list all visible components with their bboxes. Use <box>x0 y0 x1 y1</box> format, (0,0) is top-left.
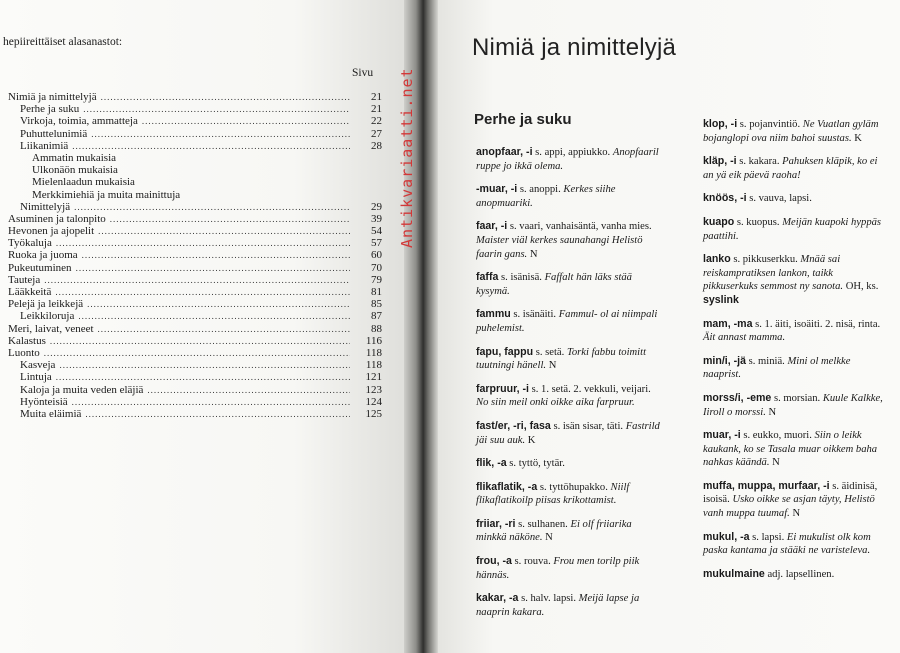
entry-example: Usko oikke se asjan täyty, Helistö vanh muppa tuumaf. <box>703 494 875 520</box>
entry-headword: fammu <box>476 308 511 321</box>
dictionary-entry <box>703 253 889 307</box>
toc-leader-dots <box>50 335 350 347</box>
toc-page-number: 81 <box>371 286 382 298</box>
toc-page-number: 85 <box>371 298 382 311</box>
entry-definition: s. kakara. <box>736 156 783 168</box>
dictionary-entry <box>703 568 889 582</box>
dictionary-entry <box>703 531 889 558</box>
toc-leader-dots <box>85 408 350 420</box>
toc-label: Hyönteisiä <box>20 395 68 408</box>
toc-label: Meri, laivat, veneet <box>8 322 94 335</box>
toc-row <box>8 396 382 408</box>
toc-row <box>8 201 382 213</box>
entry-example: Mnää sai reiskampratiksen lankon, taikk pikkuserkuks semmost ny sanota. <box>703 254 844 293</box>
toc-label: Pelejä ja leikkejä <box>8 298 84 311</box>
entry-definition: s. isän sisar, täti. <box>550 420 626 432</box>
entry-headword: fast/er, -ri, fasa <box>476 419 551 432</box>
watermark-text: Antikvariaatti.net <box>398 67 416 248</box>
entry-headword: friiar, -ri <box>476 517 516 530</box>
toc-page-column-label: Sivu <box>352 67 374 79</box>
entry-definition: s. lapsi. <box>749 531 787 543</box>
entry-example: Frou men torilp piik hännäs. <box>476 556 640 581</box>
dictionary-entry <box>703 155 889 182</box>
toc-page-number: 39 <box>371 212 382 225</box>
toc-label: Ulkonäön mukaisia <box>32 164 118 177</box>
entry-headword: farpruur, -i <box>476 382 529 395</box>
toc-leader-dots <box>110 213 350 225</box>
dictionary-entry <box>703 216 889 243</box>
entry-source: N <box>789 508 801 520</box>
table-of-contents <box>8 91 382 420</box>
toc-page-number: 121 <box>365 371 382 384</box>
toc-row <box>8 286 382 298</box>
toc-leader-dots <box>76 262 350 274</box>
dictionary-column-left <box>476 146 664 629</box>
toc-label: Pukeutuminen <box>8 261 72 274</box>
entry-headword: anopfaar, -i <box>476 146 533 158</box>
toc-label: Nimiä ja nimittelyjä <box>8 91 97 103</box>
toc-leader-dots <box>55 286 350 298</box>
entry-headword: kläp, -i <box>703 155 737 168</box>
toc-page-number: 88 <box>371 322 382 335</box>
dictionary-entry <box>476 420 664 447</box>
toc-leader-dots <box>44 347 350 359</box>
toc-label: Virkoja, toimia, ammatteja <box>20 115 138 128</box>
entry-example: No siin meil onki oikke aika farpruur. <box>476 397 635 409</box>
page-title: Nimiä ja nimittelyjä <box>472 34 677 61</box>
dictionary-entry <box>476 555 664 582</box>
dictionary-entry <box>476 346 664 373</box>
entry-example: Torki fabbu toimitt tuutningi hänell. <box>476 346 647 372</box>
entry-definition: s. 1. setä. 2. vekkuli, veijari. <box>528 383 651 395</box>
toc-row <box>8 359 382 371</box>
entry-source: N <box>527 248 538 260</box>
entry-example: Ei mukulist olk kom paska kantama ja stääki ne varisteleva. <box>703 531 871 557</box>
toc-leader-dots <box>74 201 350 213</box>
entry-headword: muar, -i <box>703 429 741 442</box>
entry-definition: s. vauva, lapsi. <box>746 193 812 205</box>
toc-label: Leikkiloruja <box>20 310 75 323</box>
entry-definition: s. miniä. <box>745 355 788 367</box>
toc-label: Liikanimiä <box>20 139 69 152</box>
toc-row <box>8 384 382 396</box>
entry-headword: mam, -ma <box>703 317 753 330</box>
entry-definition: s. halv. lapsi. <box>518 593 579 605</box>
entry-definition: s. isänisä. <box>498 272 545 284</box>
toc-row <box>8 371 382 383</box>
toc-row <box>8 225 382 237</box>
toc-header: hepiireittäiset alasanastot: <box>3 36 123 48</box>
entry-definition: s. setä. <box>533 346 567 358</box>
entry-headword: faffa <box>476 271 499 284</box>
entry-headword: lanko <box>703 253 731 266</box>
dictionary-entry <box>703 392 889 419</box>
entry-definition: s. 1. äiti, isoäiti. 2. nisä, rinta. <box>752 318 881 330</box>
entry-source: N <box>769 457 780 469</box>
toc-page-number: 124 <box>365 395 382 408</box>
entry-definition: s. tyttö, tytär. <box>506 458 565 470</box>
toc-page-number: 118 <box>365 346 382 359</box>
entry-example: Faffalt hän läks stää kysymä. <box>476 272 632 297</box>
toc-label: Asuminen ja talonpito <box>8 212 106 225</box>
toc-row <box>8 237 382 249</box>
toc-row <box>8 176 382 188</box>
toc-label: Muita eläimiä <box>20 407 82 420</box>
dictionary-entry <box>703 118 889 145</box>
left-page <box>0 0 420 653</box>
entry-headword: flik, -a <box>476 457 507 470</box>
entry-example: Meijä lapse ja naaprin kakara. <box>476 593 640 618</box>
entry-source: N <box>765 406 777 418</box>
entry-source: N <box>546 360 557 372</box>
toc-page-number: 57 <box>371 237 382 250</box>
dictionary-entry <box>703 355 889 382</box>
toc-label: Kasveja <box>20 359 56 372</box>
entry-example: Maister viäl kerkes saunahangi Helistö faarin gans. <box>476 234 643 260</box>
entry-headword: muffa, muppa, murfaar, -i <box>703 479 830 492</box>
toc-row <box>8 408 382 420</box>
toc-leader-dots <box>101 91 350 103</box>
toc-page-number: 54 <box>371 225 382 238</box>
toc-page-number: 29 <box>371 200 382 213</box>
entry-headword: knöös, -i <box>703 192 747 205</box>
toc-page-number: 118 <box>365 359 382 372</box>
entry-headword: kakar, -a <box>476 592 519 605</box>
dictionary-entry <box>476 383 664 410</box>
toc-row <box>8 347 382 359</box>
entry-headword: kuapo <box>703 215 735 228</box>
entry-definition: s. vaari, vanhaisäntä, vanha mies. <box>507 221 652 233</box>
entry-headword: -muar, -i <box>476 183 518 196</box>
entry-headword: morss/i, -eme <box>703 391 772 404</box>
section-heading: Perhe ja suku <box>474 111 572 128</box>
entry-example: Kerkes siihe anopmuariki. <box>476 184 616 209</box>
entry-example: Fammul- ol ai niimpali puhelemist. <box>476 309 658 334</box>
toc-leader-dots <box>44 274 350 286</box>
toc-page-number: 123 <box>365 383 382 396</box>
toc-row <box>8 128 382 140</box>
toc-page-number: 70 <box>371 261 382 274</box>
entry-example: Niilf flikaflatikoilp piisas krikottamist. <box>476 481 630 507</box>
dictionary-entry <box>476 592 664 619</box>
toc-page-number: 125 <box>365 407 382 420</box>
entry-definition: s. tyttöhupakko. <box>537 481 611 493</box>
toc-leader-dots <box>72 396 350 408</box>
dictionary-entry <box>476 457 664 471</box>
entry-headword: frou, -a <box>476 555 512 568</box>
toc-label: Lääkkeitä <box>8 286 52 298</box>
entry-definition: s. eukko, muori. <box>740 430 815 442</box>
toc-label: Kalastus <box>8 334 46 347</box>
entry-source: K <box>525 434 536 446</box>
dictionary-entry <box>476 518 664 545</box>
toc-label: Ammatin mukaisia <box>32 151 117 164</box>
dictionary-entry <box>476 271 664 298</box>
dictionary-entry <box>476 220 664 261</box>
toc-label: Nimittelyjä <box>20 200 71 213</box>
toc-row <box>8 323 382 335</box>
toc-row <box>8 262 382 274</box>
toc-leader-dots <box>98 323 350 335</box>
entry-example: Pahuksen kläpik, ko ei an yä eik päevä raoha! <box>703 156 878 181</box>
dictionary-entry <box>476 308 664 335</box>
toc-leader-dots <box>78 310 350 322</box>
entry-definition: s. rouva. <box>511 556 554 568</box>
dictionary-entry <box>476 481 664 508</box>
toc-leader-dots <box>83 103 350 115</box>
toc-page-number: 22 <box>371 115 382 128</box>
toc-row <box>8 164 382 176</box>
toc-label: Perhe ja suku <box>20 103 80 116</box>
toc-label: Työkaluja <box>8 237 52 250</box>
entry-headword: faar, -i <box>476 220 508 233</box>
toc-label: Ruoka ja juoma <box>8 249 78 262</box>
toc-leader-dots <box>91 128 350 140</box>
toc-row <box>8 310 382 322</box>
entry-headword: fapu, fappu <box>476 345 534 358</box>
toc-page-number: 21 <box>371 103 382 116</box>
entry-example: Ei olf friiarika minkkä näköne. <box>476 518 632 544</box>
entry-definition: s. kuopus. <box>734 216 783 228</box>
toc-leader-dots <box>142 115 350 127</box>
entry-headword: klop, -i <box>703 118 738 130</box>
entry-definition: s. morsian. <box>771 392 823 404</box>
toc-label: Tauteja <box>8 273 41 286</box>
entry-headword: flikaflatik, -a <box>476 480 538 493</box>
toc-row <box>8 91 382 103</box>
entry-definition: s. pikkuserkku. <box>730 254 801 266</box>
entry-example: Anopfaaril ruppe jo ikkä olema. <box>476 147 659 172</box>
toc-label: Luonto <box>8 346 40 359</box>
entry-headword: mukul, -a <box>703 530 750 543</box>
toc-row <box>8 189 382 201</box>
toc-label: Merkkimiehiä ja muita mainittuja <box>32 188 181 201</box>
dictionary-entry <box>476 183 664 210</box>
entry-headword: mukulmaine <box>703 567 765 580</box>
entry-example: Ne Vuatlan gyläm bojanglopi ova niim bahoi suustas. <box>703 119 879 144</box>
toc-page-number: 87 <box>371 310 382 323</box>
toc-leader-dots <box>56 237 350 249</box>
toc-page-number: 60 <box>371 249 382 262</box>
entry-definition: s. appi, appiukko. <box>532 147 613 158</box>
toc-label: Kaloja ja muita veden eläjiä <box>20 383 144 396</box>
dictionary-column-right <box>703 118 889 591</box>
dictionary-entry <box>476 146 664 173</box>
dictionary-entry <box>703 480 889 521</box>
toc-leader-dots <box>87 298 350 310</box>
entry-source: N <box>542 532 553 544</box>
toc-page-number: 79 <box>371 273 382 286</box>
dictionary-entry <box>703 192 889 206</box>
entry-example: Siin o leikk kaukank, ko se Tasala muar oikkem baha nahkas käändä. <box>703 430 878 469</box>
entry-definition: s. pojanvintiö. <box>737 119 803 130</box>
toc-leader-dots <box>56 371 350 383</box>
entry-example: Äit annast mamma. <box>703 332 786 344</box>
entry-source: K <box>851 132 862 144</box>
entry-example: Fastrild jäi suu auk. <box>476 420 660 446</box>
toc-leader-dots <box>82 249 350 261</box>
entry-definition: s. sulhanen. <box>515 518 571 530</box>
entry-definition: s. anoppi. <box>517 184 564 196</box>
toc-row <box>8 103 382 115</box>
toc-page-number: 28 <box>371 139 382 152</box>
toc-row <box>8 298 382 310</box>
toc-page-number: 116 <box>365 334 382 347</box>
toc-row <box>8 152 382 164</box>
toc-leader-dots <box>147 384 350 396</box>
toc-leader-dots <box>59 359 350 371</box>
toc-page-number: 27 <box>371 127 382 140</box>
dictionary-entry <box>703 318 889 345</box>
toc-row <box>8 274 382 286</box>
toc-leader-dots <box>98 225 350 237</box>
toc-row <box>8 140 382 152</box>
entry-example: Meijän kuapoki hyppäs paattihi. <box>703 216 882 242</box>
entry-headword: min/i, -jä <box>703 354 746 367</box>
toc-label: Lintuja <box>20 371 52 384</box>
toc-label: Hevonen ja ajopelit <box>8 225 95 238</box>
entry-definition: adj. lapsellinen. <box>764 568 835 580</box>
entry-definition: s. isänäiti. <box>510 309 559 321</box>
toc-row <box>8 249 382 261</box>
entry-definition: s. äidinisä, isoisä. <box>703 480 878 506</box>
toc-leader-dots <box>72 140 350 152</box>
toc-label: Mielenlaadun mukaisia <box>32 176 135 189</box>
entry-source: OH, ks. <box>843 281 879 293</box>
dictionary-entry <box>703 429 889 470</box>
toc-row <box>8 335 382 347</box>
toc-row <box>8 213 382 225</box>
entry-example: Mini ol melkke naaprist. <box>703 355 851 381</box>
toc-page-number: 21 <box>371 91 382 103</box>
entry-example: Kuule Kalkke, Iiroll o morssi. <box>703 392 883 418</box>
toc-row <box>8 115 382 127</box>
toc-label: Puhuttelunimiä <box>20 127 88 140</box>
entry-cross-reference: syslink <box>703 293 739 306</box>
